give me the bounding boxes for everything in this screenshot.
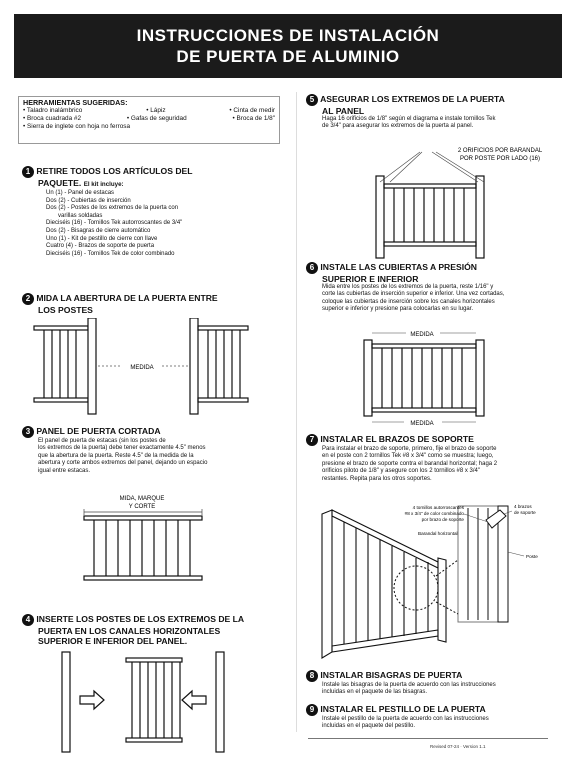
step-5 — [306, 94, 562, 131]
step-6-title-a: INSTALE LAS CUBIERTAS A PRESIÓN — [320, 262, 477, 272]
title-line-2: DE PUERTA DE ALUMINIO — [176, 47, 400, 66]
body-line: Instale el pestillo de la puerta de acuerdo con las instrucciones — [322, 716, 489, 722]
step-4-title-line: SUPERIOR E INFERIOR DEL PANEL. — [38, 636, 188, 646]
step-number: 1 — [22, 166, 34, 178]
callout-screws-3: por brazo de soporte — [421, 517, 464, 522]
body-line: de 3/4" para asegurar los extremos de la puerta al panel. — [322, 123, 474, 130]
snap-covers-diagram — [360, 328, 490, 428]
body-line: corte las cubiertas de inserción superior e inferior. Una vez cortadas, — [322, 291, 505, 298]
insert-posts-diagram — [58, 650, 228, 754]
callout-arms-1: 4 brazos — [514, 504, 532, 509]
holes-label-a: 2 ORIFICIOS POR BARANDAL — [457, 148, 543, 154]
list-item: Dos (2) - Bisagras de cierre automático — [46, 227, 151, 234]
list-item: Dos (2) - Cubiertas de inserción — [46, 197, 131, 204]
tool-item: • Lápiz — [146, 107, 166, 114]
step-number: 4 — [22, 614, 34, 626]
body-line: abertura y corte ambos extremos del panel, dejando un espacio — [38, 460, 208, 467]
step-4 — [22, 614, 284, 646]
step-number: 7 — [306, 434, 318, 446]
footer-rule — [308, 738, 548, 739]
list-item: Dos (2) - Postes de los extremos de la puerta con — [46, 205, 179, 212]
step-number: 5 — [306, 94, 318, 106]
list-item: Un (1) - Panel de estacas — [46, 190, 115, 196]
arrow-right-icon — [80, 691, 104, 709]
measure-label: MEDIDA — [130, 365, 154, 371]
step-7-title: INSTALAR EL BRAZOS DE SOPORTE — [320, 434, 474, 444]
list-item: varillas soldadas — [58, 212, 103, 219]
step-number: 6 — [306, 262, 318, 274]
step-2-title-a: MIDA LA ABERTURA DE LA PUERTA ENTRE — [36, 293, 218, 303]
tool-item: • Broca cuadrada #2 — [23, 115, 82, 122]
body-line: presione el brazo de soporte contra el barandal horizontal; haga 2 — [322, 460, 498, 467]
step-8 — [306, 670, 562, 697]
body-line: los extremos de la puerta) debe tener exactamente 4.5" menos — [38, 445, 206, 452]
step-6-title-b: SUPERIOR E INFERIOR — [322, 274, 419, 284]
callout-screws-2: #8 x 3/4" de color combinado — [404, 511, 464, 516]
body-line: superior e inferior y presione para colocarlas en su lugar. — [322, 306, 474, 313]
tool-item: • Sierra de inglete con hoja no ferrosa — [23, 123, 131, 130]
body-line: El panel de puerta de estacas (sin los postes de — [38, 438, 166, 444]
tool-item: • Gafas de seguridad — [126, 115, 187, 122]
tools-header: HERRAMIENTAS SUGERIDAS: — [23, 98, 128, 107]
title-line-1: INSTRUCCIONES DE INSTALACIÓN — [136, 26, 440, 45]
step-6 — [306, 262, 562, 314]
body-line: coloque las cubiertas de inserción sobre los canales horizontales — [322, 298, 495, 305]
step-number: 2 — [22, 293, 34, 305]
body-line: restantes. Repita para los otros soportes. — [322, 475, 432, 482]
holes-label-b: POR POSTE POR LADO (16) — [459, 156, 541, 162]
body-line: Haga 16 orificios de 1/8" según el diagrama e instale tornillos Tek — [322, 116, 496, 122]
step-number: 8 — [306, 670, 318, 682]
body-line: que la abertura de la puerta. Reste 4.5" de la medida de la — [38, 452, 194, 459]
body-line: Para instalar el brazo de soporte, primero, fije el brazo de soporte — [322, 446, 497, 452]
list-item: Uno (1) - Kit de pestillo de cierre con llave — [46, 235, 158, 242]
callout-screws-1: 4 tornillos autorroscantes — [412, 505, 464, 510]
title-banner — [14, 14, 562, 78]
body-line: igual entre estacas. — [38, 467, 91, 474]
step-4-title-line: PUERTA EN LOS CANALES HORIZONTALES — [38, 626, 221, 636]
body-line: incluidas en el paquete del pestillo. — [322, 723, 416, 730]
tool-item: • Broca de 1/8" — [232, 115, 275, 122]
step-9-title: INSTALAR EL PESTILLO DE LA PUERTA — [320, 704, 486, 714]
support-arms-diagram — [318, 502, 558, 664]
body-line: orificios piloto de 1/8" y asegure con los 2 tornillos #8 x 3/4" — [322, 468, 481, 475]
step-2 — [22, 293, 284, 315]
step-2-title-b: LOS POSTES — [38, 305, 93, 315]
list-item: Cuatro (4) - Brazos de soporte de puerta — [46, 243, 155, 250]
step-number: 3 — [22, 426, 34, 438]
step-5-title-b: AL PANEL — [322, 106, 365, 116]
body-line: incluidas en el paquete de las bisagras. — [322, 689, 428, 696]
cut-label-b: Y CORTE — [128, 504, 156, 510]
step-3-title: PANEL DE PUERTA CORTADA — [36, 426, 161, 436]
step-1-title-a: RETIRE TODOS LOS ARTÍCULOS DEL — [36, 166, 193, 176]
tool-item: • Cinta de medir — [229, 107, 275, 114]
measure-bottom-label: MEDIDA — [410, 421, 434, 427]
callout-post: Poste — [526, 554, 538, 559]
list-item: Dieciséis (16) - Tornillos Tek autorroscantes de 3/4" — [46, 220, 183, 227]
body-line: Mida entre los postes de los extremos de la puerta, reste 1/16" y — [322, 284, 494, 290]
opening-diagram — [30, 318, 255, 418]
step-5-title-a: ASEGURAR LOS EXTREMOS DE LA PUERTA — [320, 94, 505, 104]
step-7 — [306, 434, 562, 483]
body-line: en el poste con 2 tornillos Tek #8 x 3/4" como se muestra; luego, — [322, 453, 494, 460]
body-line: Instale las bisagras de la puerta de acuerdo con las instrucciones — [322, 682, 496, 688]
kit-list — [46, 190, 284, 258]
step-4-title-line: INSERTE LOS POSTES DE LOS EXTREMOS DE LA — [36, 614, 245, 624]
arrow-left-icon — [182, 691, 206, 709]
cut-label-a: MIDA, MARQUE — [119, 496, 165, 502]
kit-label: El kit incluye: — [83, 181, 124, 188]
step-1 — [22, 166, 284, 258]
callout-rail: Barandal horizontal — [418, 531, 458, 536]
step-9 — [306, 704, 562, 731]
tools-box — [18, 96, 280, 144]
step-1-title-b: PAQUETE. — [38, 178, 82, 188]
measure-top-label: MEDIDA — [410, 332, 434, 338]
callout-arms-2: de soporte — [514, 510, 536, 515]
cut-panel-diagram — [80, 490, 210, 590]
step-3 — [22, 426, 284, 475]
footer-text: Revised 07-24 · Version 1.1 — [430, 744, 486, 749]
step-8-title: INSTALAR BISAGRAS DE PUERTA — [320, 670, 463, 680]
list-item: Dieciséis (16) - Tornillos Tek de color combinado — [46, 250, 175, 257]
tool-item: • Taladro inalámbrico — [23, 107, 83, 114]
step-number: 9 — [306, 704, 318, 716]
secure-ends-diagram — [360, 142, 560, 260]
column-divider — [296, 92, 297, 732]
